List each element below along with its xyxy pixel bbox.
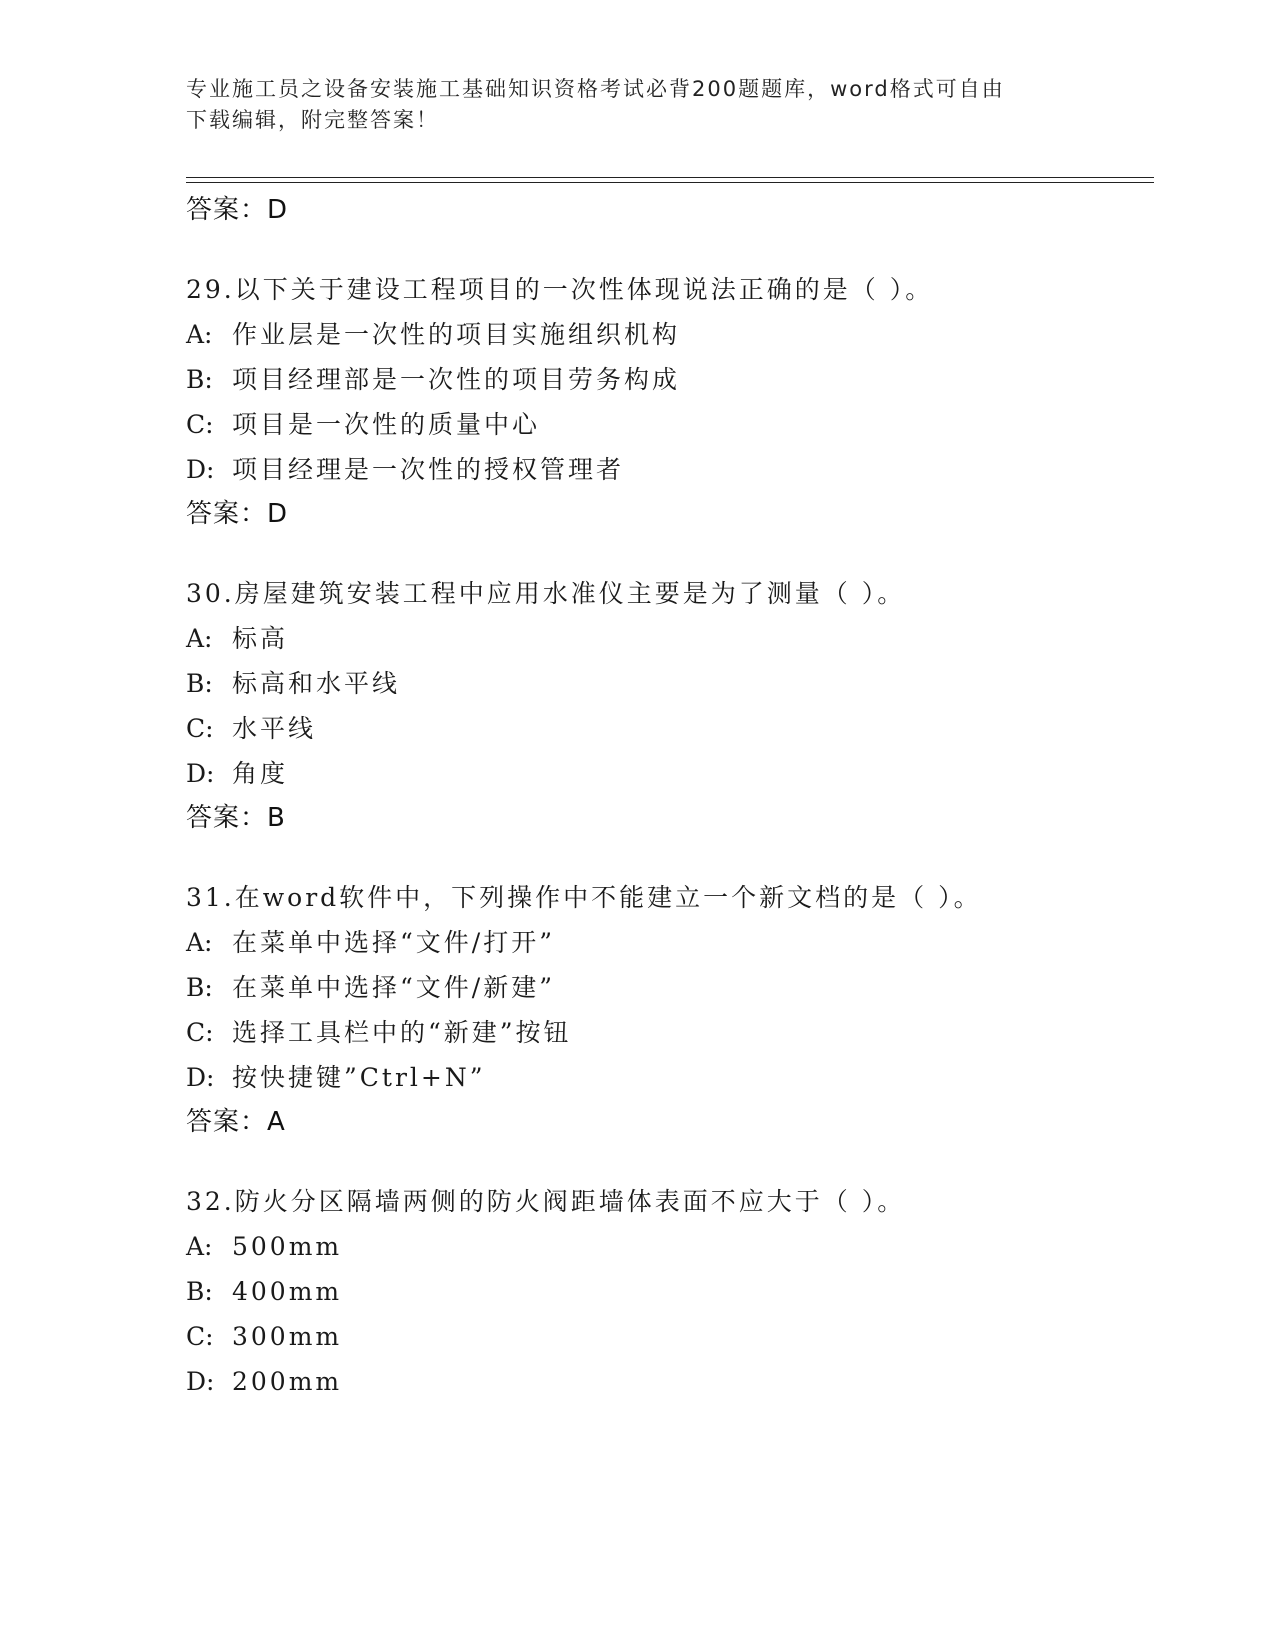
question-title: 32.防火分区隔墙两侧的防火阀距墙体表面不应大于（ ）。 — [186, 1187, 906, 1216]
option-letter: D: — [186, 1367, 215, 1396]
option-letter: B: — [186, 1277, 213, 1306]
option-letter: B: — [186, 973, 213, 1002]
option-item — [186, 312, 1154, 357]
option-item — [186, 920, 1154, 965]
option-text: 在菜单中选择“文件/新建” — [232, 973, 555, 1002]
option-item — [186, 1314, 1154, 1359]
option-item — [186, 965, 1154, 1010]
question-block — [186, 1179, 1154, 1404]
question-block — [186, 875, 1154, 1145]
option-item — [186, 1010, 1154, 1055]
option-text: 标高 — [232, 624, 289, 653]
option-letter: C: — [186, 1322, 214, 1351]
header-line-1: 专业施工员之设备安装施工基础知识资格考试必背200题题库，word格式可自由 — [186, 77, 1005, 101]
question-title: 30.房屋建筑安装工程中应用水准仪主要是为了测量（ ）。 — [186, 579, 906, 608]
option-item — [186, 402, 1154, 447]
header-line-2: 下载编辑，附完整答案！ — [186, 108, 439, 132]
option-text: 水平线 — [232, 714, 317, 743]
question-block — [186, 267, 1154, 537]
option-item — [186, 447, 1154, 492]
option-letter: D: — [186, 759, 215, 788]
option-letter: C: — [186, 1018, 214, 1047]
option-letter: B: — [186, 365, 213, 394]
questions-container — [186, 267, 1154, 1404]
document-header — [186, 74, 1066, 136]
option-letter: D: — [186, 1063, 215, 1092]
option-text: 500mm — [232, 1232, 343, 1261]
header-divider-bottom — [186, 182, 1154, 183]
option-item — [186, 1224, 1154, 1269]
option-text: 选择工具栏中的“新建”按钮 — [232, 1018, 572, 1047]
option-text: 在菜单中选择“文件/打开” — [232, 928, 555, 957]
question-list — [186, 188, 1154, 1404]
option-item — [186, 357, 1154, 402]
question-title: 31.在word软件中，下列操作中不能建立一个新文档的是（ ）。 — [186, 883, 982, 912]
answer-line: 答案：D — [186, 195, 289, 225]
option-item — [186, 616, 1154, 661]
question-block — [186, 571, 1154, 841]
option-item — [186, 1359, 1154, 1404]
question-title: 29.以下关于建设工程项目的一次性体现说法正确的是（ ）。 — [186, 275, 934, 304]
option-letter: A: — [186, 928, 213, 957]
answer-line: 答案：D — [186, 499, 289, 529]
answer-line: 答案：A — [186, 1107, 286, 1137]
option-letter: A: — [186, 1232, 213, 1261]
option-letter: C: — [186, 410, 214, 439]
option-text: 标高和水平线 — [232, 669, 401, 698]
option-letter: D: — [186, 455, 215, 484]
option-text: 200mm — [232, 1367, 343, 1396]
option-letter: B: — [186, 669, 213, 698]
option-text: 作业层是一次性的项目实施组织机构 — [232, 320, 681, 349]
option-letter: A: — [186, 320, 213, 349]
option-text: 项目是一次性的质量中心 — [232, 410, 541, 439]
option-item — [186, 1269, 1154, 1314]
option-letter: A: — [186, 624, 213, 653]
option-letter: C: — [186, 714, 214, 743]
option-item — [186, 751, 1154, 796]
header-divider-top — [186, 177, 1154, 178]
option-item — [186, 1055, 1154, 1100]
option-text: 按快捷键”Ctrl+N” — [232, 1063, 486, 1092]
option-text: 项目经理部是一次性的项目劳务构成 — [232, 365, 681, 394]
option-text: 项目经理是一次性的授权管理者 — [232, 455, 625, 484]
option-item — [186, 661, 1154, 706]
option-text: 角度 — [232, 759, 289, 788]
option-text: 400mm — [232, 1277, 343, 1306]
option-text: 300mm — [232, 1322, 343, 1351]
option-item — [186, 706, 1154, 751]
answer-line: 答案：B — [186, 803, 286, 833]
